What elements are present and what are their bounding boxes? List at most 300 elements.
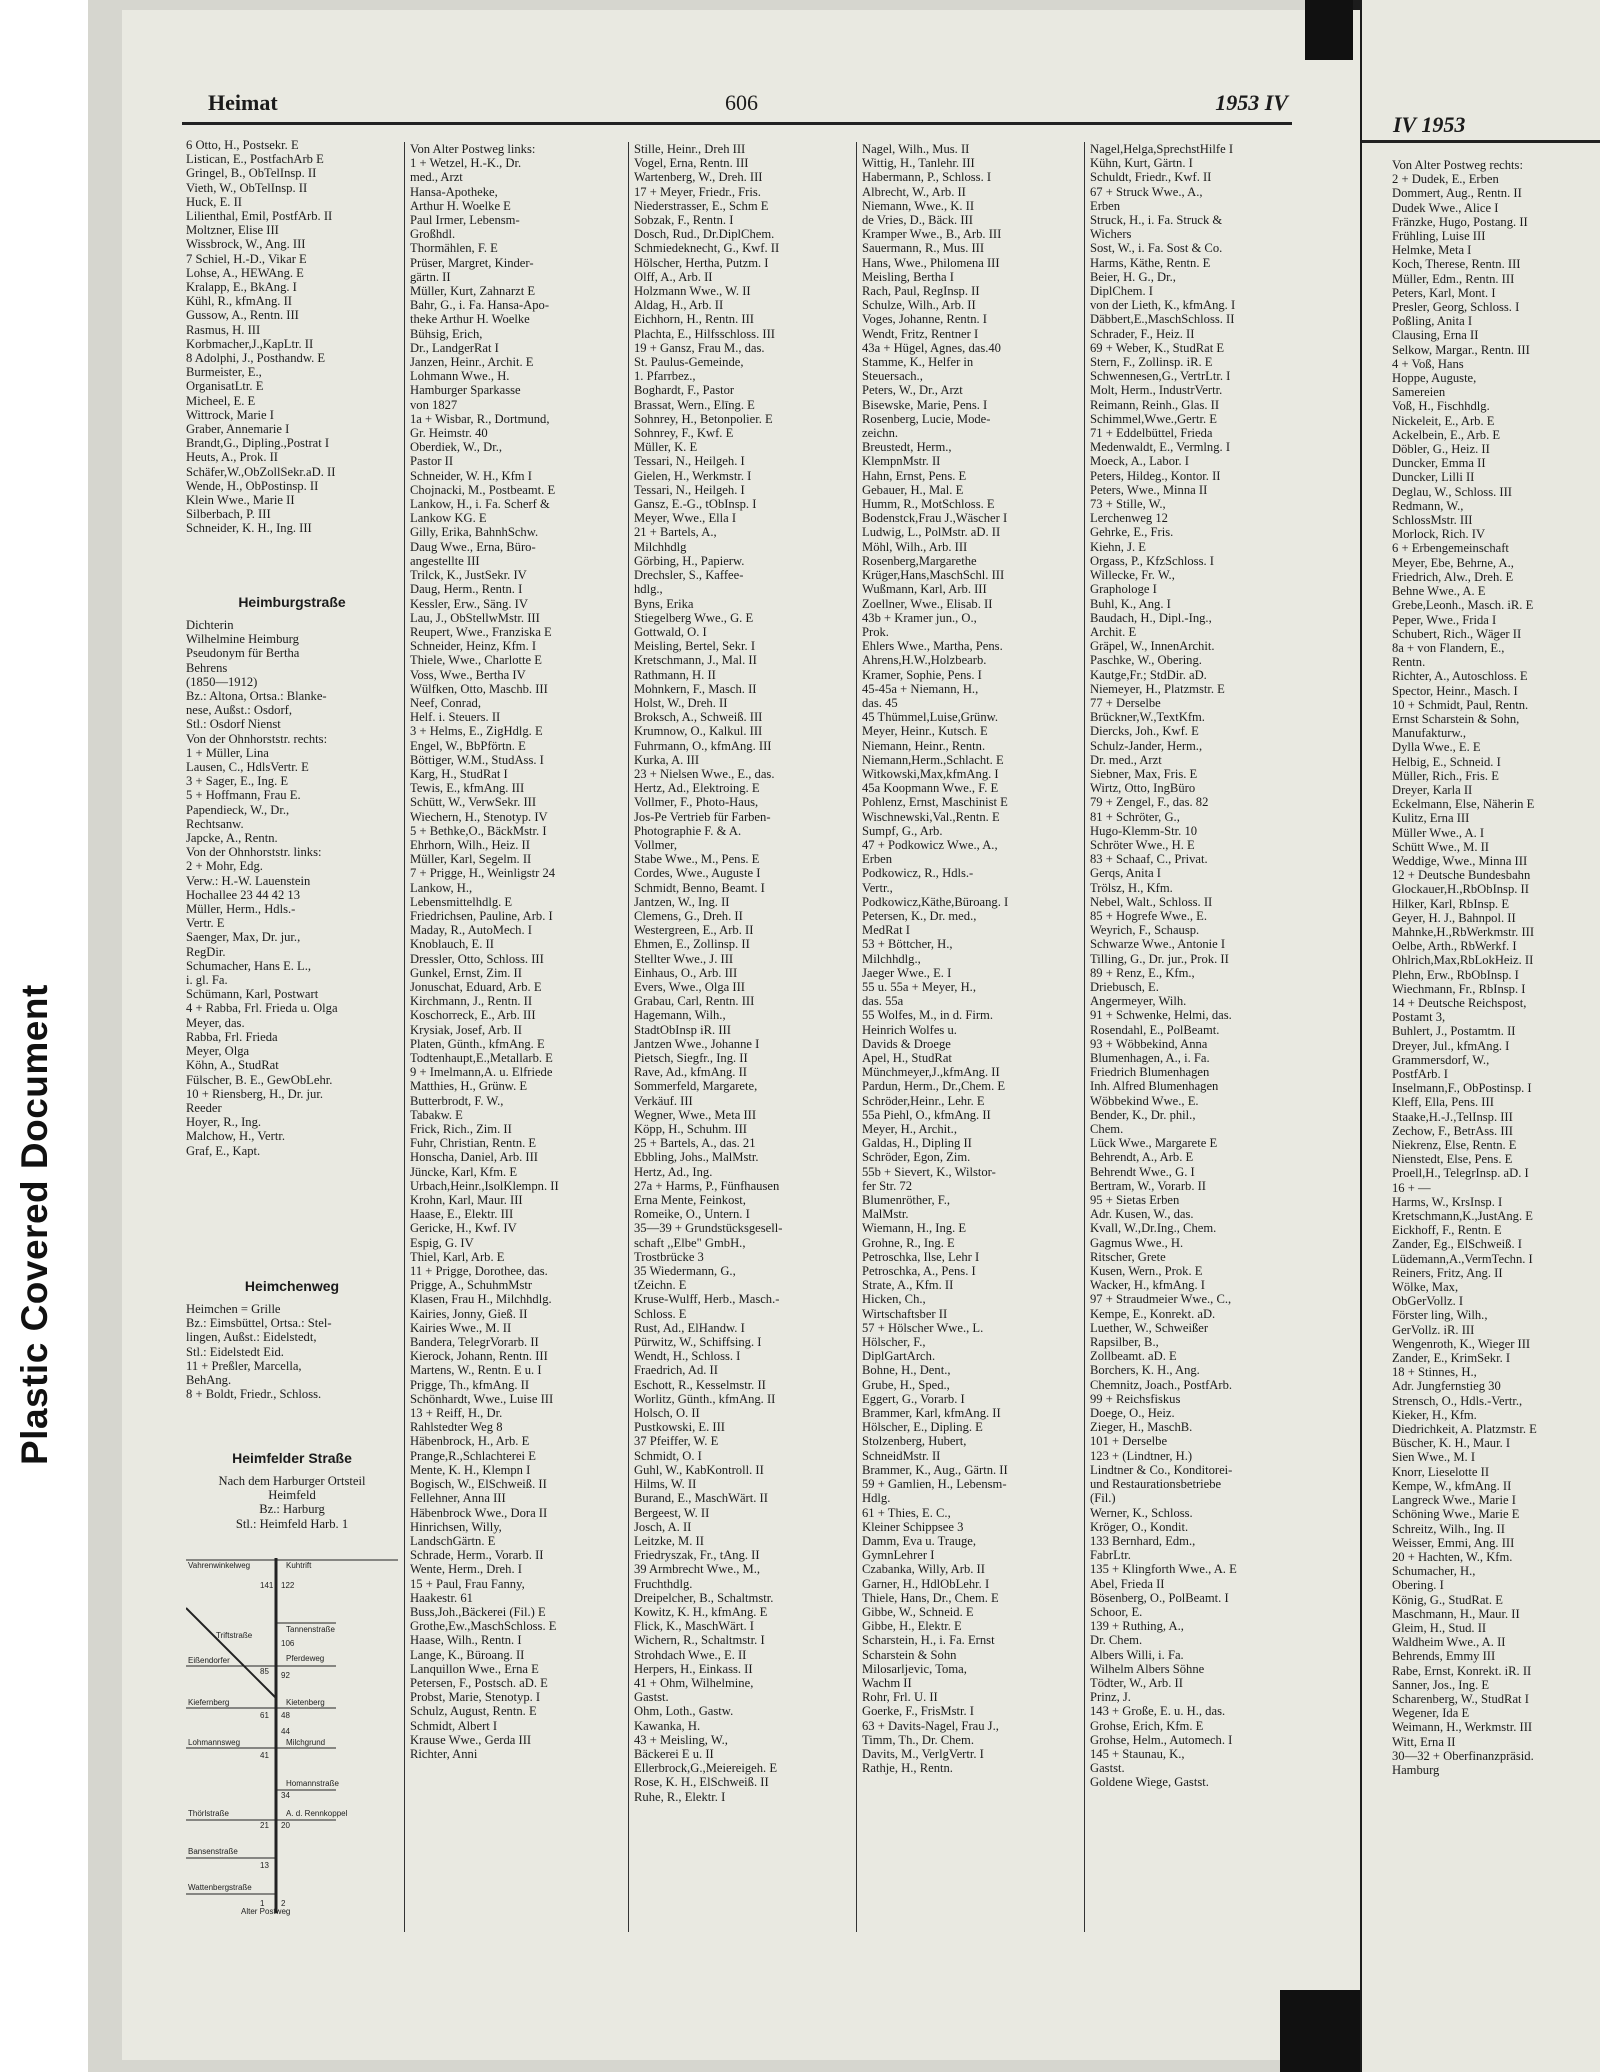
directory-entry: Spector, Heinr., Masch. I [1392,683,1518,698]
directory-entry: Bisewske, Marie, Pens. I [862,397,988,412]
directory-entry: Witt, Erna II [1392,1734,1456,1749]
header-rule [182,122,1292,125]
directory-entry: Borchers, K. H., Ang. [1090,1363,1200,1378]
column-3 [634,142,852,1804]
directory-entry: Kühn, Kurt, Gärtn. I [1090,156,1193,171]
directory-entry: Kessler, Erw., Säng. IV [410,596,528,611]
directory-entry: Hertz, Ad., Ing. [634,1164,713,1179]
directory-entry: Petersen, K., Dr. med., [862,908,977,923]
directory-entry: SchlossMstr. III [1392,513,1473,528]
directory-entry: 101 + Derselbe [1090,1434,1168,1449]
directory-entry: Goldene Wiege, Gastst. [1090,1775,1209,1790]
directory-entry: Wegner, Wwe., Meta III [634,1107,757,1122]
column-4 [862,142,1080,1775]
directory-entry: Doege, O., Heiz. [1090,1406,1175,1421]
directory-entry: Sumpf, G., Arb. [862,823,943,838]
directory-entry: Wiechmann, Fr., RbInsp. I [1392,981,1526,996]
directory-entry: 41 + Ohm, Wilhelmine, [634,1675,754,1690]
map-label: Triftstraße [216,1631,253,1640]
directory-entry: Behrendt, A., Arb. E [1090,1150,1194,1165]
directory-entry: Meisling, Bertha I [862,269,954,284]
directory-entry: Papendieck, W., Dr., [186,802,290,817]
directory-entry: Dosch, Rud., Dr.DiplChem. [634,227,775,242]
directory-entry: 23 + Nielsen Wwe., E., das. [634,766,775,781]
directory-entry: 7 Schiel, H.-D., Vikar E [186,251,307,266]
directory-entry: Jaeger Wwe., E. I [862,965,952,980]
directory-entry: 1 + Müller, Lina [186,745,269,760]
directory-entry: Hertz, Ad., Elektroing. E [634,781,760,796]
directory-entry: Luether, W., Schweißer [1090,1320,1209,1335]
directory-entry: Wartenberg, W., Dreh. III [634,170,763,185]
directory-entry: Helbig, E., Schneid. I [1392,754,1501,769]
directory-entry: Angermeyer, Wilh. [1090,994,1187,1009]
directory-entry: Milosarljevic, Toma, [862,1661,967,1676]
directory-entry: Schrade, Herm., Vorarb. II [410,1548,544,1563]
directory-entry: Rathmann, H. II [634,667,716,682]
directory-entry: Proell,H., TelegrInsp. aD. I [1392,1166,1529,1181]
directory-entry: Nickeleit, E., Arb. E [1392,413,1495,428]
directory-entry: Butterbrodt, F. W., [410,1093,504,1108]
directory-entry: Diedrichkeit, A. Platzmstr. E [1392,1422,1537,1437]
directory-entry: Tilling, G., Dr. jur., Prok. II [1090,951,1229,966]
directory-entry: Strensch, O., Hdls.-Vertr., [1392,1393,1523,1408]
directory-entry: Von der Ohnhorststr. rechts: [186,731,328,746]
directory-entry: von der Lieth, K., kfmAng. I [1090,298,1236,313]
directory-entry: 143 + Große, E. u. H., das. [1090,1704,1226,1719]
directory-entry: Albers Willi, i. Fa. [1090,1647,1184,1662]
directory-entry: Ritscher, Grete [1090,1249,1166,1264]
directory-entry: Plachta, E., Hilfsschloss. III [634,326,775,341]
directory-entry: Habermann, P., Schloss. I [862,170,992,185]
directory-entry: Haase, Wilh., Rentn. I [410,1633,522,1648]
directory-entry: Schmidt, Benno, Beamt. I [634,880,765,895]
directory-entry: Fränzke, Hugo, Postang. II [1392,214,1528,229]
directory-entry: 20 + Hachten, W., Kfm. [1392,1549,1513,1564]
directory-entry: Rosenberg,Margarethe [862,553,977,568]
directory-entry: Petroschka, Ilse, Lehr I [862,1249,980,1264]
directory-entry: Sobzak, F., Rentn. I [634,213,734,228]
map-label: Kuhtrift [286,1561,312,1570]
directory-entry: Adr. Jungfernstieg 30 [1392,1379,1501,1394]
directory-entry: Prüser, Margret, Kinder- [410,255,534,270]
directory-entry: Dr. Chem. [1090,1633,1143,1648]
directory-entry: Grabau, Carl, Rentn. III [634,994,755,1009]
directory-entry: Behne Wwe., A. E [1392,584,1486,599]
directory-entry: Apel, H., StudRat [862,1051,952,1065]
directory-entry: Siebner, Max, Fris. E [1090,766,1198,781]
directory-entry: Reiners, Fritz, Ang. II [1392,1265,1503,1280]
directory-entry: Geyer, H. J., Bahnpol. II [1392,910,1516,925]
directory-entry: Hinrichsen, Willy, [410,1519,502,1534]
directory-entry: Nagel, Wilh., Mus. II [862,142,970,156]
directory-entry: Witkowski,Max,kfmAng. I [862,766,999,781]
directory-entry: Holsch, O. II [634,1406,700,1421]
directory-entry: Reeder [186,1100,222,1115]
directory-entry: Schäfer,W.,ObZollSekr.aD. II [186,464,336,479]
directory-entry: 1a + Wisbar, R., Dortmund, [410,411,550,426]
directory-entry: Herpers, H., Einkass. II [634,1661,753,1676]
directory-entry: Schumacher, Hans E. L., [186,958,312,973]
directory-entry: Rabba, Frl. Frieda [186,1029,278,1044]
directory-entry: Dreyer, Karla II [1392,782,1473,797]
directory-entry: Postamt 3, [1392,1010,1446,1025]
directory-entry: Hilms, W. II [634,1477,697,1492]
directory-entry: 5 + Hoffmann, Frau E. [186,788,301,803]
directory-entry: Davids & Droege [862,1036,951,1051]
directory-entry: Daug Wwe., Erna, Büro- [410,539,536,554]
column-1-heimchen [186,1302,398,1401]
directory-entry: Gottwald, O. I [634,624,707,639]
directory-entry: Friedrich, Alw., Dreh. E [1392,569,1514,584]
directory-entry: Saenger, Max, Dr. jur., [186,930,301,945]
column-divider [404,142,405,1932]
directory-entry: 18 + Stinnes, H., [1392,1365,1477,1380]
directory-entry: i. gl. Fa. [186,973,228,988]
directory-entry: Gilly, Erika, BahnhSchw. [410,525,539,540]
directory-entry: Schmidt, Albert I [410,1718,498,1733]
directory-entry: Schönhardt, Wwe., Luise III [410,1391,554,1406]
column-divider [1084,142,1085,1932]
directory-entry: 3 + Sager, E., Ing. E [186,774,289,789]
map-label: Kietenberg [286,1698,325,1707]
directory-entry: Lück Wwe., Margarete E [1090,1136,1218,1151]
directory-entry: 97 + Straudmeier Wwe., C., [1090,1292,1232,1307]
directory-entry: Abel, Frieda II [1090,1576,1165,1591]
directory-entry: Rabe, Ernst, Konrekt. iR. II [1392,1663,1532,1678]
directory-entry: Kramper Wwe., B., Arb. III [862,227,1002,242]
directory-entry: Graber, Annemarie I [186,422,290,437]
directory-entry: Erna Mente, Feinkost, [634,1193,746,1208]
column-divider [628,142,629,1932]
directory-entry: Frühling, Luise III [1392,229,1486,244]
directory-entry: Zander, E., KrimSekr. I [1392,1351,1511,1366]
directory-entry: Pastor II [410,454,454,469]
directory-entry: Gräpel, W., InnenArchit. [1090,639,1215,654]
directory-entry: Romeike, O., Untern. I [634,1207,750,1222]
directory-entry: Wirtschaftsber II [862,1306,948,1321]
directory-entry: Kirchmann, J., Rentn. II [410,994,533,1009]
directory-entry: 45a Koopmann Wwe., F. E [862,781,999,796]
directory-entry: 43b + Kramer jun., O., [862,610,977,625]
directory-entry: Worlitz, Günth., kfmAng. II [634,1391,776,1406]
directory-entry: Vollmer, F., Photo-Haus, [634,795,759,810]
directory-entry: Voß, H., Fischhdlg. [1392,399,1490,414]
directory-entry: Häbenbrock, H., Arb. E [410,1434,530,1449]
directory-entry: Janzen, Heinr., Archit. E [410,355,534,370]
directory-entry: Schwennesen,G., VertrLtr. I [1090,369,1231,384]
directory-entry: Wengenroth, K., Wieger III [1392,1336,1531,1351]
directory-entry: Kairies Wwe., M. II [410,1320,512,1335]
directory-entry: Schloss. E [634,1306,687,1321]
directory-entry: Kröger, O., Kondit. [1090,1519,1189,1534]
directory-entry: lingen, Außst.: Eidelstedt, [186,1330,317,1345]
map-number: 92 [281,1671,290,1680]
directory-entry: KlempnMstr. II [862,454,941,469]
directory-entry: Lausen, C., HdlsVertr. E [186,760,309,775]
directory-entry: 4 + Voß, Hans [1392,356,1464,371]
sidebar-label: Plastic Covered Document [14,984,55,1465]
directory-entry: Lerchenweg 12 [1090,511,1168,526]
directory-entry: 139 + Ruthing, A., [1090,1619,1184,1634]
directory-entry: Langreck Wwe., Marie I [1392,1493,1516,1508]
next-page-header: IV 1953 [1393,112,1466,137]
directory-entry: Goerke, F., FrisMstr. I [862,1704,974,1719]
directory-entry: Werner, K., Schloss. [1090,1505,1193,1520]
directory-entry: Kleiner Schippsee 3 [862,1519,964,1534]
directory-entry: Beier, H. G., Dr., [1090,269,1176,284]
directory-entry: Kurka, A. III [634,752,700,767]
directory-entry: Schrader, F., Heiz. II [1090,326,1195,341]
directory-entry: 79 + Zengel, F., das. 82 [1090,795,1209,810]
directory-entry: Rahlstedter Weg 8 [410,1420,503,1435]
directory-entry: Prange,R.,Schlachterei E [410,1448,536,1463]
directory-entry: Neef, Conrad, [410,695,481,710]
directory-entry: Breustedt, Herm., [862,440,952,455]
directory-entry: Dreyer, Jul., kfmAng. I [1392,1038,1510,1053]
directory-entry: Platen, Günth., kfmAng. E [410,1036,545,1051]
directory-entry: Stolzenberg, Hubert, [862,1434,967,1449]
directory-entry: Niekrenz, Else, Rentn. E [1392,1138,1517,1153]
directory-entry: Grohse, Helm., Automech. I [1090,1732,1233,1747]
column-divider [856,142,857,1932]
directory-entry: Ellerbrock,G.,Meiereigeh. E [634,1761,778,1776]
directory-entry: Chemnitz, Joach., PostfArb. [1090,1377,1233,1392]
directory-entry: GerVollz. iR. III [1392,1322,1475,1337]
directory-entry: Peters, Hildeg., Kontor. II [1090,468,1221,483]
directory-entry: Kramer, Sophie, Pens. I [862,667,982,682]
directory-entry: Hoppe, Auguste, [1392,371,1477,386]
directory-entry: Chojnacki, M., Postbeamt. E [410,482,556,497]
directory-entry: Stern, F., Zollinsp. iR. E [1090,355,1213,370]
directory-entry: Wendt, Fritz, Rentner I [862,326,979,341]
directory-entry: Kairies, Jonny, Gieß. II [410,1306,528,1321]
next-page-column [1392,158,1597,1777]
directory-entry: Honscha, Daniel, Arb. III [410,1150,538,1165]
directory-entry: Graf, E., Kapt. [186,1143,261,1158]
directory-entry: Kusen, Wern., Prok. E [1090,1264,1203,1279]
directory-entry: Hochallee 23 44 42 13 [186,887,301,902]
directory-entry: Brandt,G., Dipling.,Postrat I [186,436,330,451]
directory-entry: 55b + Sievert, K., Wilstor- [862,1164,996,1179]
directory-entry: Harms, W., KrsInsp. I [1392,1194,1503,1209]
directory-entry: Mahnke,H.,RbWerkmstr. III [1392,924,1535,939]
directory-entry: Gehrke, E., Fris. [1090,525,1174,540]
directory-entry: 7 + Prigge, H., Weinligstr 24 [410,866,556,881]
directory-entry: Poßling, Anita I [1392,314,1473,329]
directory-entry: Erben [862,852,893,867]
directory-entry: Selkow, Margar., Rentn. III [1392,342,1530,357]
directory-entry: 13 + Reiff, H., Dr. [410,1406,503,1421]
directory-entry: Schütt Wwe., M. II [1392,839,1490,854]
directory-entry: 57 + Hölscher Wwe., L. [862,1320,984,1335]
directory-entry: Ehmen, E., Zollinsp. II [634,937,750,952]
directory-entry: Bz.: Altona, Ortsa.: Blanke- [186,689,327,704]
directory-entry: Gielen, H., Werkmstr. I [634,468,752,483]
map-number: 41 [260,1751,269,1760]
directory-entry: Vertr. E [186,916,225,931]
directory-entry: Behrendt Wwe., G. I [1090,1164,1195,1179]
directory-entry: Molt, Herm., IndustrVertr. [1090,383,1223,398]
directory-entry: Aldag, H., Arb. II [634,298,724,313]
directory-entry: Dr. med., Arzt [1090,752,1162,767]
directory-entry: Einhaus, O., Arb. III [634,965,738,980]
directory-entry: Gebauer, H., Mal. E [862,482,964,497]
directory-entry: Morlock, Rich. IV [1392,527,1486,542]
directory-entry: Sommerfeld, Margarete, [634,1079,758,1094]
street-heading: Heimchenweg [244,1278,340,1294]
directory-entry: Verkäuf. III [634,1093,693,1108]
directory-entry: Chem. [1090,1122,1124,1137]
directory-entry: 47 + Podkowicz Wwe., A., [862,837,998,852]
directory-entry: Kleff, Ella, Pens. III [1392,1095,1494,1110]
directory-entry: Dr., LandgerRat I [410,340,499,355]
directory-entry: 55a Piehl, O., kfmAng. II [862,1107,991,1122]
directory-entry: Paschke, W., Obering. [1090,653,1202,668]
directory-entry: Wissbrock, W., Ang. III [186,237,306,252]
directory-entry: Behrens [186,660,228,675]
directory-entry: Gibbe, W., Schneid. E [862,1604,974,1619]
directory-entry: Lau, J., ObStellwMstr. III [410,610,540,625]
directory-entry: ObGerVollz. I [1392,1294,1464,1309]
directory-entry: Deglau, W., Schloss. III [1392,484,1512,499]
directory-entry: 15 + Paul, Frau Fanny, [410,1576,525,1591]
directory-entry: Rohr, Frl. U. II [862,1690,938,1705]
directory-entry: Steuersach., [862,369,923,384]
directory-entry: Schimmel,Wwe.,Gertr. E [1090,411,1217,426]
directory-entry: Frick, Rich., Zim. II [410,1122,512,1137]
directory-entry: 11 + Preßler, Marcella, [186,1358,302,1373]
directory-entry: 43 + Meisling, W., [634,1732,728,1747]
directory-entry: Behrends, Emmy III [1392,1649,1496,1664]
directory-entry: Schulze, Wilh., Arb. II [862,298,976,313]
directory-entry: 16 + — [1392,1180,1431,1195]
directory-entry: Maschmann, H., Maur. II [1392,1606,1520,1621]
directory-entry: Wichern, R., Schaltmstr. I [634,1633,765,1648]
directory-entry: Rust, Ad., ElHandw. I [634,1320,745,1335]
directory-entry: Tessari, N., Heilgeh. I [634,482,745,497]
directory-entry: 89 + Renz, E., Kfm., [1090,965,1195,980]
map-label: Vahrenwinkelweg [188,1561,251,1570]
map-number: 61 [260,1711,269,1720]
directory-entry: Matthies, H., Grünw. E [410,1079,528,1094]
directory-entry: Krumnow, O., Kalkul. III [634,724,763,739]
directory-entry: Meyer, das. [186,1015,245,1030]
directory-entry: Graphologe I [1090,582,1157,597]
directory-entry: Silberbach, P. III [186,507,271,522]
directory-entry: Haakestr. 61 [410,1590,473,1605]
directory-entry: Prigge, A., SchuhmMstr [410,1278,533,1293]
directory-entry: von 1827 [410,397,458,412]
directory-entry: Gibbe, H., Elektr. E [862,1619,962,1634]
directory-entry: Müller Wwe., A. I [1392,825,1485,840]
directory-entry: Krüger,Hans,MaschSchl. III [862,568,1005,583]
directory-entry: 6 + Erbengemeinschaft [1392,541,1509,556]
directory-entry: das. 45 [862,695,898,710]
directory-entry: Schwarze Wwe., Antonie I [1090,937,1226,952]
directory-entry: Bäckerei E u. II [634,1746,714,1761]
directory-entry: Niederstrasser, E., Schm E [634,198,769,213]
directory-entry: Meyer, Olga [186,1044,250,1059]
directory-entry: Grammersdorf, W., [1392,1052,1490,1067]
directory-entry: Rach, Paul, RegInsp. II [862,284,980,299]
directory-entry: Timm, Th., Dr. Chem. [862,1732,974,1747]
directory-entry: 145 + Staunau, K., [1090,1746,1185,1761]
map-label: Wattenbergstraße [188,1883,252,1892]
directory-entry: Meyer, H., Archit., [862,1122,957,1137]
directory-entry: Engel, W., BbPförtn. E [410,738,526,753]
directory-entry: Oberdiek, W., Dr., [410,440,502,455]
directory-entry: Lebensmittelhdlg. E [410,894,513,909]
directory-entry: Willecke, Fr. W., [1090,568,1175,583]
directory-entry: Hahn, Ernst, Pens. E [862,468,967,483]
directory-entry: Buss,Joh.,Bäckerei (Fil.) E [410,1604,546,1619]
directory-entry: Gleim, H., Stud. II [1392,1620,1487,1635]
directory-entry: Milchhdlg [634,539,687,554]
directory-entry: Grohne, R., Ing. E [862,1235,955,1250]
directory-entry: Lankow KG. E [410,511,487,526]
directory-entry: 99 + Reichsfiskus [1090,1391,1181,1406]
directory-entry: Manufakturw., [1392,726,1467,741]
directory-entry: 35 Wiedermann, G., [634,1264,736,1279]
directory-entry: Vieth, W., ObTelInsp. II [186,180,308,195]
directory-entry: Döbler, G., Heiz. II [1392,442,1490,457]
directory-entry: Tewis, E., kfmAng. III [410,781,525,796]
directory-entry: Heimfeld [268,1488,316,1503]
directory-entry: Pietsch, Siegfr., Ing. II [634,1051,748,1065]
directory-entry: Von Alter Postweg rechts: [1392,158,1523,172]
directory-entry: Friedrich Blumenhagen [1090,1065,1210,1080]
directory-entry: 12 + Deutsche Bundesbahn [1392,868,1531,883]
directory-entry: Fuhr, Christian, Rentn. E [410,1136,537,1151]
directory-entry: Espig, G. IV [410,1235,474,1250]
directory-entry: Wittig, H., Tanlehr. III [862,156,975,171]
directory-entry: Gastst. [634,1690,669,1705]
directory-entry: 30—32 + Oberfinanzpräsid. [1392,1748,1534,1763]
directory-entry: Listican, E., PostfachArb E [186,152,324,167]
directory-entry: Burand, E., MaschWärt. II [634,1491,768,1506]
directory-entry: Adr. Kusen, W., das. [1090,1207,1194,1222]
directory-entry: Müller, Karl, Segelm. II [410,852,532,867]
directory-entry: Baudach, H., Dipl.-Ing., [1090,610,1212,625]
directory-entry: Knorr, Lieselotte II [1392,1464,1490,1479]
directory-entry: Davits, M., VerlgVertr. I [862,1746,984,1761]
directory-entry: Lankow, H., [410,880,473,895]
directory-entry: Wacker, H., kfmAng. I [1090,1278,1205,1293]
directory-entry: Kruse-Wulff, Herb., Masch.- [634,1292,780,1307]
directory-entry: Hamburg [1392,1762,1440,1777]
map-number: 21 [260,1821,269,1830]
directory-entry: Schöning Wwe., Marie E [1392,1507,1520,1522]
binder-clip [1305,0,1353,60]
directory-entry: 35—39 + Grundstücksgesell- [634,1221,783,1236]
directory-entry: Schulz-Jander, Herm., [1090,738,1203,753]
header-title: Heimat [208,90,278,115]
directory-entry: Wendt, H., Schloss. I [634,1349,741,1364]
directory-entry: 73 + Stille, W., [1090,497,1166,512]
directory-entry: Schumacher, H., [1392,1564,1476,1579]
directory-entry: Nienstedt, Else, Pens. E [1392,1152,1513,1167]
directory-entry: Scharenberg, W., StudRat I [1392,1691,1529,1706]
directory-entry: Ernst Scharstein & Sohn, [1392,711,1520,726]
directory-entry: Leitzke, M. II [634,1533,704,1548]
directory-entry: Weisser, Emmi, Ang. III [1392,1535,1515,1550]
directory-entry: Eggert, G., Vorarb. I [862,1391,965,1406]
directory-entry: 63 + Davits-Nagel, Frau J., [862,1718,999,1733]
map-number: 34 [281,1791,290,1800]
directory-entry: Vollmer, [634,837,677,852]
directory-entry: Voss, Wwe., Bertha IV [410,667,526,682]
directory-entry: Eickhoff, F., Rentn. E [1392,1223,1502,1238]
